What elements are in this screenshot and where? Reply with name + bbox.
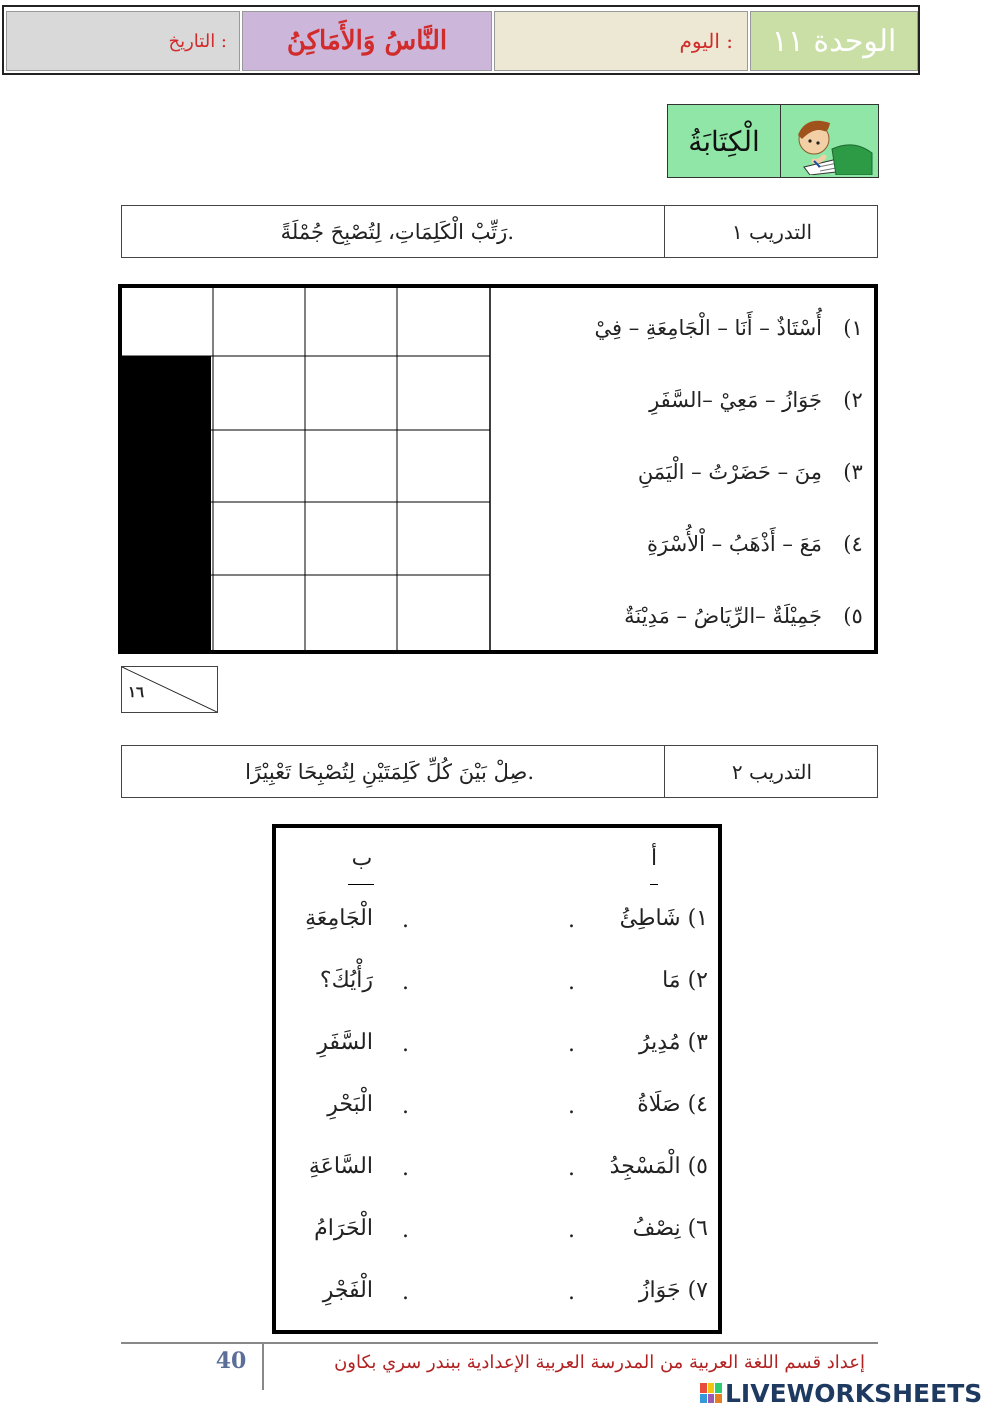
day-field: اليوم : xyxy=(494,11,748,71)
worksheet-header xyxy=(2,5,920,75)
answer-cell[interactable] xyxy=(306,288,397,356)
column-a-heading: أ xyxy=(650,846,658,871)
sentence-row xyxy=(490,580,874,652)
match-item-b: الْجَامِعَةِ xyxy=(305,906,373,931)
match-dot-b[interactable]: . xyxy=(402,1032,409,1057)
row-number: ٢) xyxy=(843,388,863,412)
lesson-title: النَّاسُ وَالأَمَاكِنُ xyxy=(242,11,492,71)
match-dot-b[interactable]: . xyxy=(402,1280,409,1305)
row-number: ٥) xyxy=(843,604,863,628)
scrambled-words: أُسْتَاذٌ – أَنَا – الْجَامِعَةِ – فِيْ xyxy=(594,316,822,340)
scrambled-words: مِنَ – حَضَرْتُ – الْيَمَنِ xyxy=(637,460,822,484)
match-dot-a[interactable]: . xyxy=(568,1032,575,1057)
blocked-column xyxy=(122,356,211,650)
match-dot-a[interactable]: . xyxy=(568,908,575,933)
liveworksheets-mark-icon xyxy=(700,1383,722,1403)
match-item-b: الْبَحْرِ xyxy=(327,1092,373,1117)
answer-cell[interactable] xyxy=(398,288,490,356)
student-writing-icon xyxy=(784,109,876,175)
exercise2-number: التدريب ٢ xyxy=(664,746,879,797)
sentence-row xyxy=(490,508,874,580)
liveworksheets-logo xyxy=(700,1377,998,1409)
sentence-row xyxy=(490,436,874,508)
unit-label: الوحدة ١١ xyxy=(750,11,918,71)
exercise2-instruction: صِلْ بَيْنَ كُلِّ كَلِمَتَيْنِ لِتُصْبِحَا تَعْبِيْرًا. xyxy=(245,759,534,784)
match-item-b: رَأْيُكَ؟ xyxy=(319,968,373,993)
exercise2-header xyxy=(121,745,878,798)
exercise1-instruction: رَتِّبْ الْكَلِمَاتِ، لِتُصْبِحَ جُمْلَةً. xyxy=(280,219,514,244)
sentence-row xyxy=(490,364,874,436)
matching-box xyxy=(272,824,722,1334)
sentence-row xyxy=(490,292,874,364)
match-item-a: ٢) مَا xyxy=(662,968,708,993)
match-dot-b[interactable]: . xyxy=(402,1094,409,1119)
row-number: ٣) xyxy=(843,460,863,484)
brand-name: LIVEWORKSHEETS xyxy=(725,1378,983,1408)
match-dot-b[interactable]: . xyxy=(402,1156,409,1181)
score-box xyxy=(121,666,218,713)
exercise1-header xyxy=(121,205,878,258)
match-dot-b[interactable]: . xyxy=(402,1218,409,1243)
row-number: ١) xyxy=(843,316,863,340)
match-item-b: الْحَرَامُ xyxy=(314,1216,373,1241)
match-item-b: الْفَجْرِ xyxy=(322,1278,373,1303)
answer-cell[interactable] xyxy=(214,288,305,356)
match-dot-a[interactable]: . xyxy=(568,970,575,995)
match-dot-a[interactable]: . xyxy=(568,1218,575,1243)
scrambled-words: مَعَ – أَذْهَبُ – اْلأُسْرَةِ xyxy=(646,532,822,556)
column-a-underline xyxy=(650,884,658,885)
match-item-a: ٦) نِصْفُ xyxy=(632,1216,708,1241)
match-item-b: السَّفَرِ xyxy=(317,1030,373,1055)
match-dot-a[interactable]: . xyxy=(568,1094,575,1119)
section-badge xyxy=(667,104,879,178)
footer-credit: إعداد قسم اللغة العربية من المدرسة العربية الإعدادية ببندر سري بكاون xyxy=(334,1352,865,1373)
section-title: الْكِتَابَةُ xyxy=(688,124,760,158)
match-dot-b[interactable]: . xyxy=(402,908,409,933)
page-number: 40 xyxy=(215,1348,247,1374)
row-number: ٤) xyxy=(843,532,863,556)
scrambled-words: جَوَازُ – مَعِيْ –السَّفَرِ xyxy=(649,388,822,412)
scrambled-words: جَمِيْلَةٌ –الرِّيَاضُ – مَدِيْنَةٌ xyxy=(624,604,822,628)
date-field: التاريخ : xyxy=(6,11,240,71)
match-dot-a[interactable]: . xyxy=(568,1156,575,1181)
column-b-underline xyxy=(348,884,374,885)
column-b-heading: ب xyxy=(351,846,373,871)
footer-divider xyxy=(262,1344,264,1390)
match-dot-a[interactable]: . xyxy=(568,1280,575,1305)
max-score: ١٦ xyxy=(128,683,145,701)
exercise1-number: التدريب ١ xyxy=(664,206,879,257)
match-item-a: ١) شَاطِئُ xyxy=(619,906,708,931)
exercise1-box xyxy=(118,284,878,654)
match-item-a: ٣) مُدِيرُ xyxy=(639,1030,708,1055)
answer-cell[interactable] xyxy=(122,288,213,356)
footer-rule xyxy=(121,1342,878,1344)
match-item-a: ٧) جَوَازُ xyxy=(638,1278,708,1303)
match-item-b: السَّاعَةِ xyxy=(308,1154,373,1179)
match-dot-b[interactable]: . xyxy=(402,970,409,995)
match-item-a: ٤) صَلَاةُ xyxy=(637,1092,708,1117)
match-item-a: ٥) الْمَسْجِدُ xyxy=(609,1154,708,1179)
